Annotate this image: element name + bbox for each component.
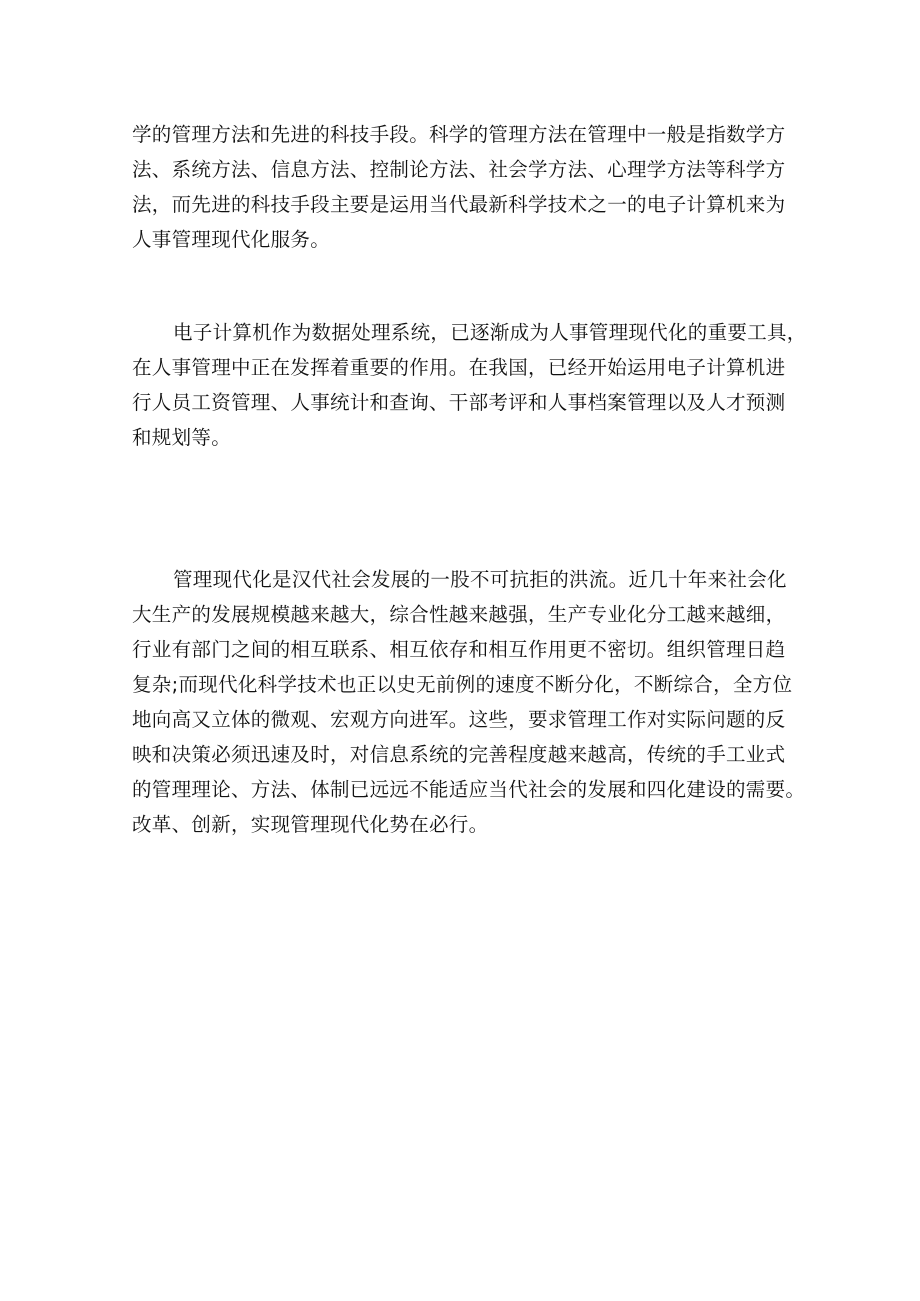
- paragraph-line: 管理现代化是汉代社会发展的一股不可抗拒的洪流。近几十年来社会化: [173, 568, 787, 591]
- paragraph-line: 复杂;而现代化科学技术也正以史无前例的速度不断分化，不断综合，全方位: [132, 673, 793, 696]
- paragraph-line: 映和决策必须迅速及时，对信息系统的完善程度越来越高，传统的手工业式: [132, 743, 786, 766]
- paragraph-3: [132, 562, 812, 842]
- paragraph-line: 改革、创新，实现管理现代化势在必行。: [132, 813, 489, 836]
- paragraph-line: 地向高又立体的微观、宏观方向进军。这些，要求管理工作对实际问题的反: [132, 708, 786, 731]
- paragraph-line: 在人事管理中正在发挥着重要的作用。在我国，已经开始运用电子计算机进: [132, 356, 786, 379]
- paragraph-line: 法、系统方法、信息方法、控制论方法、社会学方法、心理学方法等科学方: [132, 158, 786, 181]
- paragraph-line: 法，而先进的科技手段主要是运用当代最新科学技术之一的电子计算机来为: [132, 193, 786, 216]
- paragraph-line: 人事管理现代化服务。: [132, 228, 331, 251]
- paragraph-line: 大生产的发展规模越来越大，综合性越来越强，生产专业化分工越来越细，: [132, 603, 786, 626]
- paragraph-line: 电子计算机作为数据处理系统，已逐渐成为人事管理现代化的重要工具，: [173, 321, 807, 344]
- paragraph-line: 的管理理论、方法、体制已远远不能适应当代社会的发展和四化建设的需要。: [132, 778, 806, 801]
- paragraph-1: [132, 117, 812, 257]
- paragraph-line: 学的管理方法和先进的科技手段。科学的管理方法在管理中一般是指数学方: [132, 123, 786, 146]
- paragraph-line: 行业有部门之间的相互联系、相互依存和相互作用更不密切。组织管理日趋: [132, 638, 786, 661]
- paragraph-line: 和规划等。: [132, 426, 232, 449]
- paragraph-2: [132, 315, 812, 455]
- paragraph-line: 行人员工资管理、人事统计和查询、干部考评和人事档案管理以及人才预测: [132, 391, 786, 414]
